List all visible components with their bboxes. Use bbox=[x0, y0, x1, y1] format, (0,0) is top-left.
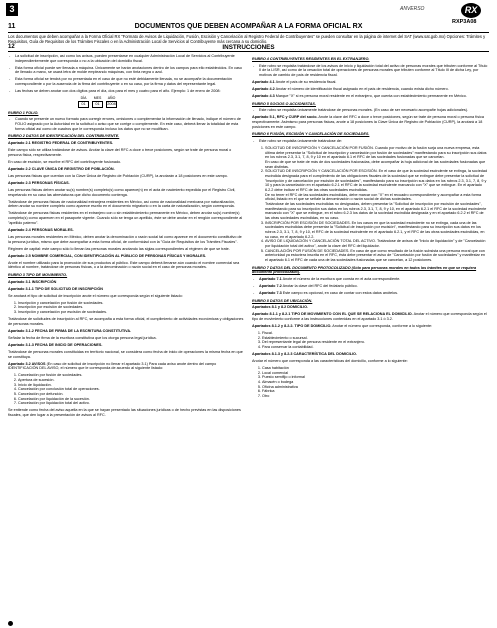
bullet-not-presented: - Esta forma oficial se tendrá por no presentada en el caso de que no esté debidamente llenada, no se acompañe la documentación correspondiente o por la ausencia de la firma del contribuyente o en su caso, por la firma y datos del representante legal. bbox=[8, 77, 244, 86]
heading-rubro-4: RUBRO 4 CONTRIBUYENTES RESIDENTES EN EL EXTRANJERO. bbox=[252, 57, 370, 61]
text-2-1b: En caso de escisión, se escribe el RFC del contribuyente fusionado. bbox=[8, 159, 122, 164]
date-month: MES 01 bbox=[93, 96, 102, 106]
list-item: 2. Apertura de sucesión. bbox=[18, 378, 244, 383]
list-item: 4. Para conservar la contabilidad. bbox=[262, 345, 488, 350]
para-7-3: - Apartado 7.3 Este campo es opcional, en caso de contar con estos datos anótelos. bbox=[252, 291, 488, 296]
form-code: RXP3A08 bbox=[452, 19, 477, 25]
list-item: 4. Cancelación por conclusión total de operaciones. bbox=[18, 387, 244, 392]
list-item: 5. CANCELACIÓN POR FUSIÓN DE SOCIEDADES. En caso de que como resultado de la fusión subsista una persona moral que con anterioridad ya estuviera inscrita en el RFC, ésta debe presentar el aviso de "Cancelación por fusión de sociedades" y manifestar en el apartado 6.1 el RFC de cada una de las sociedades fusionadas que se cancelan, a 12 posiciones. bbox=[265, 249, 488, 263]
list-item: 2. Inscripción por escisión de sociedades. bbox=[18, 305, 244, 310]
text-2-3: Las personas físicas deben anotar su(s) nombre(s) completo(s) como aparece(n) en el acta de nacimiento expedida por el Registro Civil, respetando en su caso las abreviaturas que dicho documento contenga. bbox=[8, 188, 236, 197]
list-item: 1. Fiscal. bbox=[262, 331, 488, 336]
instructions-header bbox=[8, 44, 489, 52]
label-2-4: Apartado 2.4 PERSONAS MORALES. bbox=[8, 227, 74, 232]
heading-rubro-6: RUBRO 6 FUSIÓN, ESCISIÓN Y CANCELACIÓN DE SOCIEDADES. bbox=[252, 132, 370, 137]
text-rubro-6: - Este rubro se requisita únicamente tratándose de: bbox=[252, 139, 488, 144]
heading-rubro-8: RUBRO 8 DATOS DE UBICACIÓN. bbox=[252, 298, 313, 303]
date-example bbox=[78, 96, 244, 108]
list-item: 2. SOLICITUD DE INSCRIPCIÓN Y CANCELACIÓN POR ESCISIÓN. En el caso de que la sociedad escindente se extinga, la sociedad escindida designada para el cumplimiento de las obligaciones fiscales de la sociedad que se extingue debe presentar la solicitud de "inscripción y de cancelación por escisión de sociedades", manifestando para su inscripción sus datos en los rubros 2.3, 3.1, 7, 8, 9 y 10 y para la cancelación en el apartado 6.2.1 el RFC de la sociedad escindente marcando con "X" que se extingue. En el apartado 6.2.2 debe indicar el RFC de las otras sociedades escindidas. De no tener el RFC de las sociedades escindidas, debe marcar con "X" en el recuadro correspondiente y acompañar a esta forma oficial, listado en el que se señale la denominación o razón social de dichas sociedades. Tratándose de las sociedades escindidas no designadas, deben presentar la "Solicitud de inscripción por escisión de sociedades", manifestando para su inscripción sus datos en los rubros 2.3, 3.1, 7, 8, 9 y 10, en el apartado 6.2.1 el RFC de la sociedad escindente marcando con "X" que se extingue, en el rubro 6.2.3 los datos de la sociedad escindida designada y en el apartado 6.2.2 el RFC de las otras sociedades escindidas, en su caso. bbox=[265, 169, 488, 220]
text-2-5: Anote el nombre utilizado para la promoción de sus productos al público. Este campo deberá llenarse aún cuando el nombre comercial sea idéntico al nombre, tratándose de personas físicas, o a la denominación o razón social en el caso de personas morales. bbox=[8, 260, 240, 270]
para-8-1-2: Apartados 8.1.2 y 8.2.2. TIPO DE DOMICILIO. Anotar el número que corresponda, conforme a lo siguiente: bbox=[252, 324, 433, 329]
side-label: ANVERSO bbox=[400, 6, 425, 12]
list-item: 6. Fábrica bbox=[262, 389, 488, 394]
list-item: 4. AVISO DE LIQUIDACIÓN Y CANCELACIÓN TOTAL DEL ACTIVO. Tratándose de avisos de "Inicio de liquidación" y de "Cancelación por liquidación total del activo", anote la clave del RFC del liquidador. bbox=[265, 239, 488, 248]
para-4-3: Apartado 4.3 Marque "X" si es persona moral residente en el extranjero, que cuenta con establecimiento permanente en México. bbox=[252, 94, 467, 99]
list-item: 4. Almacén o bodega bbox=[262, 380, 488, 385]
text-3-1b: Tratándose de solicitudes de inscripción al RFC, se acompaña a esta forma oficial, el cumplimiento de actividades económicas y obligaciones de personas morales. bbox=[8, 317, 244, 326]
list-item: 7. Otro bbox=[262, 394, 488, 399]
list-inscripcion bbox=[8, 301, 244, 315]
label-2-5: Apartado 2.5 NOMBRE COMERCIAL, CON IDENTIFICACIÓN AL PÚBLICO DE PERSONAS FÍSICAS Y MORALES. bbox=[8, 253, 207, 258]
para-8-1-1: Apartado 8.1.1 y 8.2.1 TIPO DE MOVIMIENTO CON EL QUE SE RELACIONA EL DOMICILIO. Anotar el número que corresponda según el tipo de movimiento conforme a las instrucciones contenidas en el apartado 3.1 ó 3.2. bbox=[252, 312, 487, 321]
label-8-1-3: Apartados 8.1.3 y 8.2.3 CARACTERÍSTICA DEL DOMICILIO. bbox=[252, 352, 358, 357]
documents-intro: Los documentos que deben acompañar a la Forma Oficial RX "Formato de Avisos de Liquidación, Fusión, Escisión y Cancelación al Registro Federal de Contribuyentes" se pueden consultar en la página de internet del SAT (www.sat.gob.mx) Opciones: Trámites y Requisitos, Guía de Requisitos de los Trámites Fiscales o en la Administración Local de Servicios al Contribuyente más cercana a su domicilio. bbox=[8, 34, 486, 44]
para-4-2: Apartado 4.2 Anotar el número de identificación fiscal asignado en el país de residencia, cuando exista dicho número. bbox=[252, 87, 449, 92]
label-2-3: Apartado 2.3 PERSONAS FÍSICAS. bbox=[8, 180, 70, 185]
heading-rubro-1: RUBRO 1 FOLIO. bbox=[8, 110, 39, 115]
list-item: 6. Cancelación por liquidación de la sucesión. bbox=[18, 397, 244, 402]
para-7-1: - Apartado 7.1 Anote el número de la escritura que consta en el acta correspondiente. bbox=[252, 277, 488, 282]
right-column bbox=[252, 54, 488, 401]
text-3-1-2: Señalar la fecha de firma de la escritura constitutiva que los otorga persona legal jurídica. bbox=[8, 335, 157, 340]
text-2-3b: Tratándose de personas físicas de nacionalidad extranjera residentes en México, así como de nacionalidad mexicana por naturalización, deben anotar su nombre completo como aparece escrito en el documento migratorio o en la carta de naturalización, según corresponda. bbox=[8, 199, 236, 209]
left-column bbox=[8, 54, 244, 420]
list-item: 2. Local comercial bbox=[262, 371, 488, 376]
para-5-1: Apartado 5.1, RFC y CURP del socio. Anote la clave del RFC a doce o trece posiciones, según se trate de persona moral o persona física respectivamente. Asimismo para personas físicas, anote a 18 posiciones la Clave Única de Registro de Población (CURP), la anotará a 18 posiciones en este campo. bbox=[252, 115, 484, 129]
heading-rubro-5: RUBRO 5 SOCIOS O ACCIONISTAS. bbox=[252, 101, 316, 106]
list-item: 3. Puesto semifijo o informal bbox=[262, 375, 488, 380]
list-item: 2. Establecimiento o sucursal. bbox=[262, 336, 488, 341]
page-number: 3 bbox=[6, 3, 18, 16]
list-item: 3. Inicio de liquidación. bbox=[18, 383, 244, 388]
list-item: 7. Cancelación por liquidación total del activo. bbox=[18, 401, 244, 406]
text-3-1-1: Se anotará el tipo de solicitud de inscripción anote el número que corresponda según el siguiente listado: bbox=[8, 293, 183, 298]
label-3-1-3: Apartado 3.1.3 FECHA DE INICIO DE OPERACIONES. bbox=[8, 342, 103, 347]
date-day: DÍA 01 bbox=[78, 96, 89, 108]
header-number: 11 bbox=[8, 23, 16, 30]
documents-header bbox=[8, 24, 489, 33]
heading-rubro-2: RUBRO 2 DATOS DE IDENTIFICACIÓN DEL CONTRIBUYENTE. bbox=[8, 134, 120, 139]
text-2-4: Las personas morales residentes en México, deben anotar la denominación o razón social tal como aparece en el documento constitutivo de la persona jurídica, mismo que debe acompañar a esta forma oficial, de conformidad con la "Guía de Requisitos de los Trámites Fiscales". bbox=[8, 234, 242, 244]
label-3-1: Apartado 3.1 INSCRIPCIÓN bbox=[8, 279, 57, 284]
section-number: 12 bbox=[8, 44, 15, 50]
list-caracteristica bbox=[252, 366, 488, 399]
para-7-2: - Apartado 7.2 Anotar la clave del RFC del fedatario público. bbox=[252, 284, 488, 289]
list-avisos bbox=[8, 373, 244, 406]
bullet-filling: - Esta forma oficial puede ser llenada a máquina. Únicamente se harán anotaciones dentro de los campos para ello establecidos. En caso de llenado a mano, se usará letra de molde empleando máquinas, con tinta negra o azul. bbox=[8, 66, 244, 75]
rx-logo: RX bbox=[461, 3, 481, 18]
list-item: 1. Cancelación por fusión de sociedades. bbox=[18, 373, 244, 378]
heading-rubro-7: RUBRO 7 DATOS DEL DOCUMENTO PROTOCOLIZADO (Sólo para personas morales en todos los trámites en que se requiera documento protocolizado). bbox=[252, 265, 477, 275]
text-folio: - Cuando se presente un nuevo formato para corregir errores, omisiones o complementar la información de llenado, indique el número de FOLIO asignado por la Autoridad en la solicitud o aviso que se corrige o complemente. En este caso, deberá llenar la totalidad de esta forma oficial así como de cuadros que le corresponda incluso los datos que no se modifican. bbox=[8, 117, 244, 131]
list-item: 1. Inscripción y cancelación por fusión de sociedades. bbox=[18, 301, 244, 306]
text-2-3c: Tratándose de personas físicas residentes en el extranjero con o sin establecimiento permanente en México, deben anotar su(s) nombre(s) completo(s) como aparecen en el pasaporte vigente. Cuando sólo se tenga un apellido, éste se debe anotar en el renglón correspondiente al "apellido paterno". bbox=[8, 211, 243, 225]
bullet-presentation: - La solicitud de inscripción, así como los avisos, pueden presentarse en cualquier Administración Local de Servicios al Contribuyente independientemente que corresponda o no a la ubicación del domicilio fiscal. bbox=[8, 54, 244, 63]
text-rubro-5: - Este rubro se requisita únicamente tratándose de personas morales. (En caso de ser necesario acompañe hojas adicionales). bbox=[252, 108, 488, 113]
date-year: AÑO 2008 bbox=[107, 96, 116, 106]
text-3-2b: Se entiende como fecha del aviso aquella en la que se hayan presentado las situaciones jurídicas o de hecho previstas en las disposiciones fiscales, que den lugar a la presentación de avisos al RFC. bbox=[8, 408, 241, 417]
label-3-1-2: Apartado 3.1.2 FECHA DE FIRMA DE LA ESCRITURA CONSTITUTIVA. bbox=[8, 328, 132, 333]
text-2-1: Este campo sólo se utiliza tratándose de avisos. Anotar la clave del RFC a doce o trece posiciones, según se trate de persona moral o persona física, respectivamente. bbox=[8, 148, 232, 157]
label-8: Apartados 8.1 y 8.2 DOMICILIO. bbox=[252, 305, 309, 310]
registration-mark-icon bbox=[8, 621, 13, 626]
text-8-1-3: Anotar el número que corresponda a las características del domicilio, conforme a lo siguiente: bbox=[252, 359, 408, 364]
list-item: 5. Oficina administrativa bbox=[262, 385, 488, 390]
list-item: 3. Del representante legal de persona residente en el extranjero. bbox=[262, 340, 488, 345]
list-item: 1. SOLICITUD DE INSCRIPCIÓN Y CANCELACIÓN POR FUSIÓN. Cuando por motivo de la fusión surja una nueva empresa, esta última debe presentar la "Solicitud de inscripción y cancelación por fusión de sociedades" manifestando para su inscripción sus datos en los rubros 2.3, 3.1, 7, 8, 9 y 10 en el apartado 6.1 el RFC de las sociedades fusionadas que se cancelan. En caso de que se trate de más de dos sociedades fusionadas, debe acompañar la hoja adicional de las sociedades fusionadas que sean distintas. bbox=[265, 146, 488, 169]
para-3-2: Apartado 3.2 AVISOS (En caso de solicitud de inscripción no llenar el apartado 3.1) Para cada aviso anote dentro del campo IDENTIFICACIÓN DEL AVISO, el número que le corresponda de acuerdo al siguiente listado: bbox=[8, 361, 217, 371]
text-3-1-3: Tratándose de personas morales constituidas en territorio nacional, se considera como fecha de inicio de operaciones la misma fecha en que se constituya. bbox=[8, 349, 243, 359]
heading-rubro-3: RUBRO 3 TIPO DE MOVIMIENTO. bbox=[8, 272, 68, 277]
label-2-2: Apartado 2.2 CLAVE ÚNICA DE REGISTRO DE POBLACIÓN. bbox=[8, 166, 115, 171]
label-3-1-1: Apartado 3.1.1 TIPO DE SOLICITUD DE INSCRIPCIÓN bbox=[8, 286, 104, 291]
label-2-1: Apartado 2.1 REGISTRO FEDERAL DE CONTRIBUYENTES. bbox=[8, 141, 114, 146]
text-rubro-4: - Este rubro se requisita tratándose de los avisos de inicio y liquidación total del activo de personas morales que tributen conforme al Título II de la LISR, así como de la cesación total de operaciones de personas morales que tributen conforme al Título III de dicha Ley, por motivos de cambio de país de residencia fiscal. bbox=[252, 64, 488, 78]
list-item: 5. Cancelación por defunción. bbox=[18, 392, 244, 397]
section-title: INSTRUCCIONES bbox=[222, 44, 275, 51]
list-rubro-6 bbox=[252, 146, 488, 262]
para-4-1: Apartado 4.1 Anote el país de su residencia fiscal. bbox=[252, 80, 337, 85]
text-2-4b: Régimen de capital: este campo sólo lo llenan las personas morales anotando las siglas correspondientes al régimen de que se trate. bbox=[8, 246, 230, 251]
list-item: 3. INSCRIPCIÓN POR ESCISIÓN DE SOCIEDADES. En los casos en que la sociedad escindente no se extinga, cada una de las sociedades escindidas debe presentar la "Solicitud de inscripción por escisión", manifestando para su inscripción sus datos en los rubros 2.3, 3.1, 7, 8, 9 y 10, el RFC de la sociedad escindente en el apartado 6.2.1, y el RFC de las otras sociedades escindidas, en su caso, en el apartado 6.2.2. bbox=[265, 221, 488, 240]
list-item: 3. Inscripción y cancelación por escisión de sociedades. bbox=[18, 310, 244, 315]
text-2-2: Las personas físicas que cuentan con la Clave Única de Registro de Población (CURP), la anotarán a 18 posiciones en este campo. bbox=[8, 173, 228, 178]
header-title: DOCUMENTOS QUE DEBEN ACOMPAÑAR A LA FORMA OFICIAL RX bbox=[134, 23, 363, 30]
bullet-dates: - Las fechas se deben anotar con dos dígitos para el día, dos para el mes y cuatro para el año. Ejemplo: 1 de enero de 2008: bbox=[8, 89, 244, 94]
list-domicilio bbox=[252, 331, 488, 350]
list-item: 1. Casa habitación bbox=[262, 366, 488, 371]
